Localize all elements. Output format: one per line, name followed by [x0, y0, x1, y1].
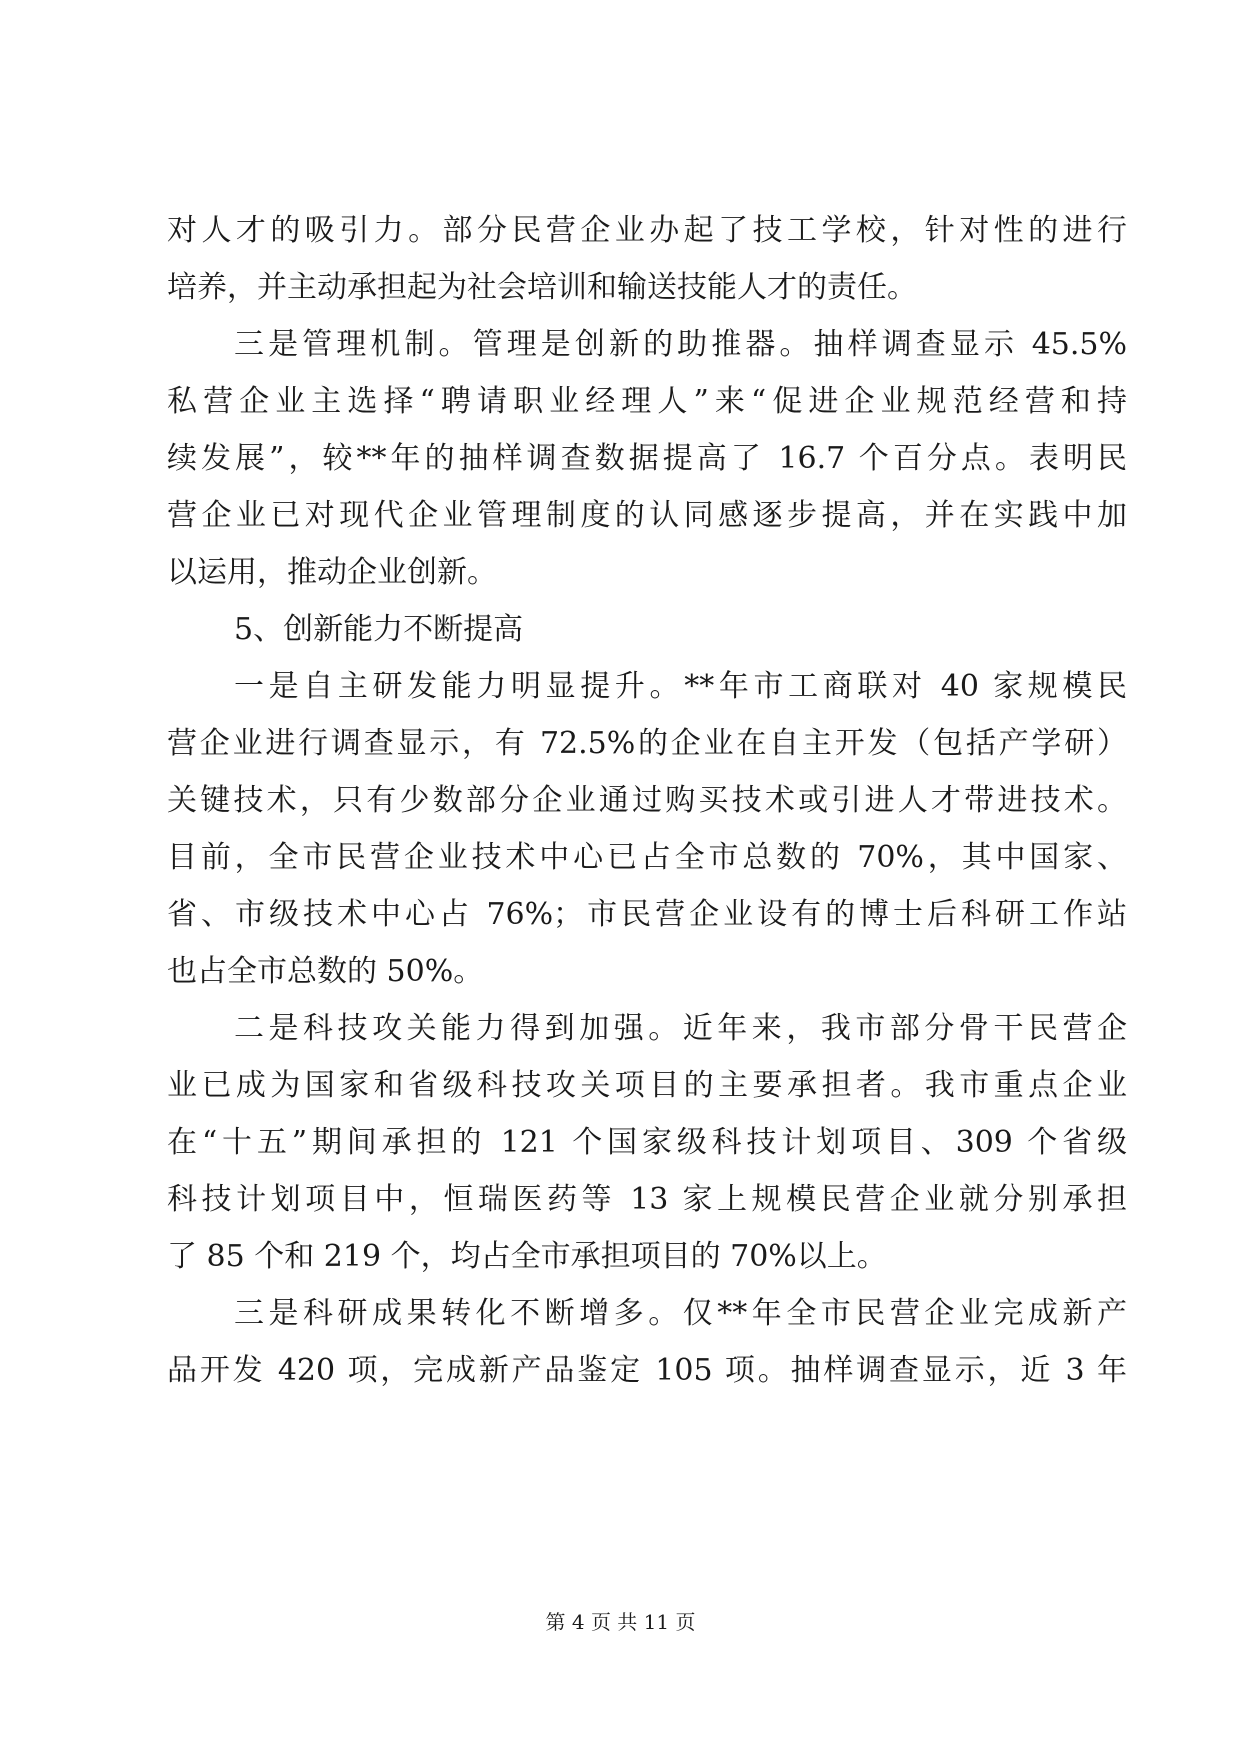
text-line: 品开发 420 项，完成新产品鉴定 105 项。抽样调查显示，近 3 年 [167, 1353, 1127, 1388]
text-line: 私营企业主选择“聘请职业经理人”来“促进企业规范经营和持 [167, 384, 1127, 419]
text-line: 在“十五”期间承担的 121 个国家级科技计划项目、309 个省级 [167, 1125, 1127, 1160]
text-line: 营企业进行调查显示，有 72.5%的企业在自主开发（包括产学研） [167, 726, 1127, 761]
section-heading: 5、创新能力不断提高 [234, 612, 524, 647]
text-line: 了 85 个和 219 个，均占全市承担项目的 70%以上。 [167, 1239, 887, 1274]
text-line: 营企业已对现代企业管理制度的认同感逐步提高，并在实践中加 [167, 498, 1127, 533]
text-line: 关键技术，只有少数部分企业通过购买技术或引进人才带进技术。 [167, 783, 1127, 818]
text-line: 续发展”，较**年的抽样调查数据提高了 16.7 个百分点。表明民 [167, 441, 1127, 476]
paragraph-start: 一是自主研发能力明显提升。**年市工商联对 40 家规模民 [234, 669, 1127, 704]
text-line: 对人才的吸引力。部分民营企业办起了技工学校，针对性的进行 [167, 213, 1127, 248]
text-line: 培养，并主动承担起为社会培训和输送技能人才的责任。 [167, 270, 917, 305]
paragraph-start: 三是管理机制。管理是创新的助推器。抽样调查显示 45.5% [234, 327, 1127, 362]
text-line: 业已成为国家和省级科技攻关项目的主要承担者。我市重点企业 [167, 1068, 1127, 1103]
text-line: 以运用，推动企业创新。 [167, 555, 497, 590]
page-number-footer: 第 4 页 共 11 页 [545, 1610, 696, 1634]
text-line: 目前，全市民营企业技术中心已占全市总数的 70%，其中国家、 [167, 840, 1127, 875]
paragraph-start: 二是科技攻关能力得到加强。近年来，我市部分骨干民营企 [234, 1011, 1127, 1046]
text-line: 也占全市总数的 50%。 [167, 954, 484, 989]
text-line: 科技计划项目中，恒瑞医药等 13 家上规模民营企业就分别承担 [167, 1182, 1127, 1217]
paragraph-start: 三是科研成果转化不断增多。仅**年全市民营企业完成新产 [234, 1296, 1127, 1331]
text-line: 省、市级技术中心占 76%；市民营企业设有的博士后科研工作站 [167, 897, 1127, 932]
